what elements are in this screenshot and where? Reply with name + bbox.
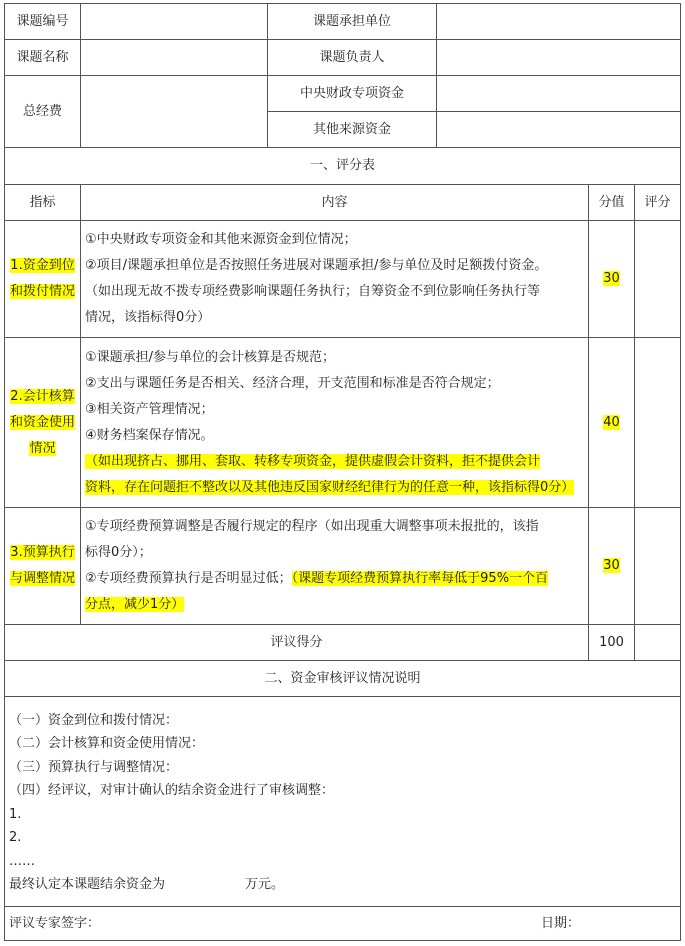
score-cell bbox=[589, 508, 635, 625]
review-line: （三）预算执行与调整情况： bbox=[9, 759, 179, 775]
content-line: 情况，该指标得0分） bbox=[85, 310, 211, 325]
indicator-line: 3.预算执行 bbox=[10, 545, 75, 560]
content-cell bbox=[81, 221, 589, 338]
content-line: ①课题承担/参与单位的会计核算是否规范； bbox=[85, 349, 336, 365]
content-line bbox=[85, 449, 584, 475]
table-row bbox=[5, 338, 681, 508]
central-funding-label: 中央财政专项资金 bbox=[268, 76, 437, 112]
indicator-cell bbox=[5, 508, 81, 625]
column-header-content: 内容 bbox=[81, 185, 589, 221]
review-line: 2. bbox=[9, 830, 22, 845]
content-line: ②支出与课题任务是否相关、经济合理，开支范围和标准是否符合规定； bbox=[85, 375, 500, 391]
expert-signature-label: 评议专家签字： bbox=[9, 915, 101, 931]
final-balance-suffix: 万元。 bbox=[245, 877, 285, 892]
indicator-line: 2.会计核算 bbox=[10, 388, 75, 404]
highlight-text: 分点，减少1分） bbox=[85, 597, 185, 612]
highlight-text: （如出现挤占、挪用、套取、转移专项资金，提供虚假会计资料，拒不提供会计 bbox=[85, 453, 541, 469]
project-name-label: 课题名称 bbox=[5, 40, 81, 76]
rating-field[interactable] bbox=[635, 221, 681, 338]
score-table-title: 一、评分表 bbox=[5, 148, 681, 185]
indicator-cell bbox=[5, 338, 81, 508]
total-value: 100 bbox=[589, 625, 635, 661]
content-cell bbox=[81, 508, 589, 625]
rating-field[interactable] bbox=[635, 508, 681, 625]
content-cell bbox=[81, 338, 589, 508]
indicator-line: 情况 bbox=[29, 440, 56, 456]
score-value: 40 bbox=[603, 414, 620, 430]
final-balance-line bbox=[9, 872, 676, 896]
rating-field[interactable] bbox=[635, 338, 681, 508]
highlight-text: （课题专项经费预算执行率每低于95%一个百 bbox=[291, 571, 549, 586]
review-line: （二）会计核算和资金使用情况： bbox=[9, 736, 205, 751]
total-funding-label: 总经费 bbox=[5, 76, 81, 148]
review-line: …… bbox=[9, 853, 35, 869]
undertaking-unit-label: 课题承担单位 bbox=[268, 4, 437, 40]
column-header-indicator: 指标 bbox=[5, 185, 81, 221]
review-form-table bbox=[4, 3, 681, 941]
indicator-line: 和拨付情况 bbox=[9, 284, 75, 299]
project-no-label: 课题编号 bbox=[5, 4, 81, 40]
total-label: 评议得分 bbox=[5, 625, 589, 661]
undertaking-unit-field[interactable] bbox=[437, 4, 681, 40]
indicator-line: 与调整情况 bbox=[9, 571, 75, 586]
score-cell bbox=[589, 221, 635, 338]
signature-row[interactable] bbox=[5, 907, 681, 941]
content-line: ①专项经费预算调整是否履行规定的程序（如出现重大调整事项未报批的，该指 bbox=[85, 519, 539, 534]
score-value: 30 bbox=[603, 558, 620, 573]
review-line: （一）资金到位和拨付情况： bbox=[9, 712, 179, 728]
indicator-line: 1.资金到位 bbox=[10, 258, 75, 273]
indicator-cell bbox=[5, 221, 81, 338]
content-line bbox=[85, 592, 584, 618]
content-line bbox=[85, 475, 584, 501]
review-line: 1. bbox=[9, 806, 22, 822]
column-header-score: 分值 bbox=[589, 185, 635, 221]
project-leader-label: 课题负责人 bbox=[268, 40, 437, 76]
review-notes[interactable] bbox=[5, 697, 681, 907]
table-row bbox=[5, 508, 681, 625]
project-leader-field[interactable] bbox=[437, 40, 681, 76]
highlight-text: 资料，存在问题拒不整改以及其他违反国家财经纪律行为的任意一种，该指标得0分） bbox=[85, 479, 575, 495]
date-label: 日期： bbox=[540, 915, 580, 931]
project-no-field[interactable] bbox=[81, 4, 268, 40]
score-value: 30 bbox=[603, 271, 620, 286]
table-row bbox=[5, 221, 681, 338]
review-section-title: 二、资金审核评议情况说明 bbox=[5, 661, 681, 697]
total-rating-field[interactable] bbox=[635, 625, 681, 661]
central-funding-field[interactable] bbox=[437, 76, 681, 112]
column-header-rating: 评分 bbox=[635, 185, 681, 221]
content-line: 标得0分）； bbox=[85, 545, 152, 560]
total-funding-field[interactable] bbox=[81, 76, 268, 148]
content-line: ③相关资产管理情况； bbox=[85, 401, 214, 417]
content-line: ④财务档案保存情况。 bbox=[85, 427, 214, 443]
project-name-field[interactable] bbox=[81, 40, 268, 76]
other-funding-label: 其他来源资金 bbox=[268, 112, 437, 148]
score-cell bbox=[589, 338, 635, 508]
final-balance-prefix: 最终认定本课题结余资金为 bbox=[9, 877, 166, 892]
review-line: （四）经评议，对审计确认的结余资金进行了审核调整： bbox=[9, 783, 335, 798]
content-line: ②项目/课题承担单位是否按照任务进展对课题承担/参与单位及时足额拨付资金。 bbox=[85, 258, 548, 273]
indicator-line: 和资金使用 bbox=[9, 414, 75, 430]
other-funding-field[interactable] bbox=[437, 112, 681, 148]
content-line: ①中央财政专项资金和其他来源资金到位情况； bbox=[85, 232, 357, 247]
content-text: ②专项经费预算执行是否明显过低； bbox=[85, 571, 292, 586]
content-line bbox=[85, 566, 584, 592]
content-line: （如出现无故不拨专项经费影响课题任务执行；自筹资金不到位影响任务执行等 bbox=[85, 284, 541, 299]
